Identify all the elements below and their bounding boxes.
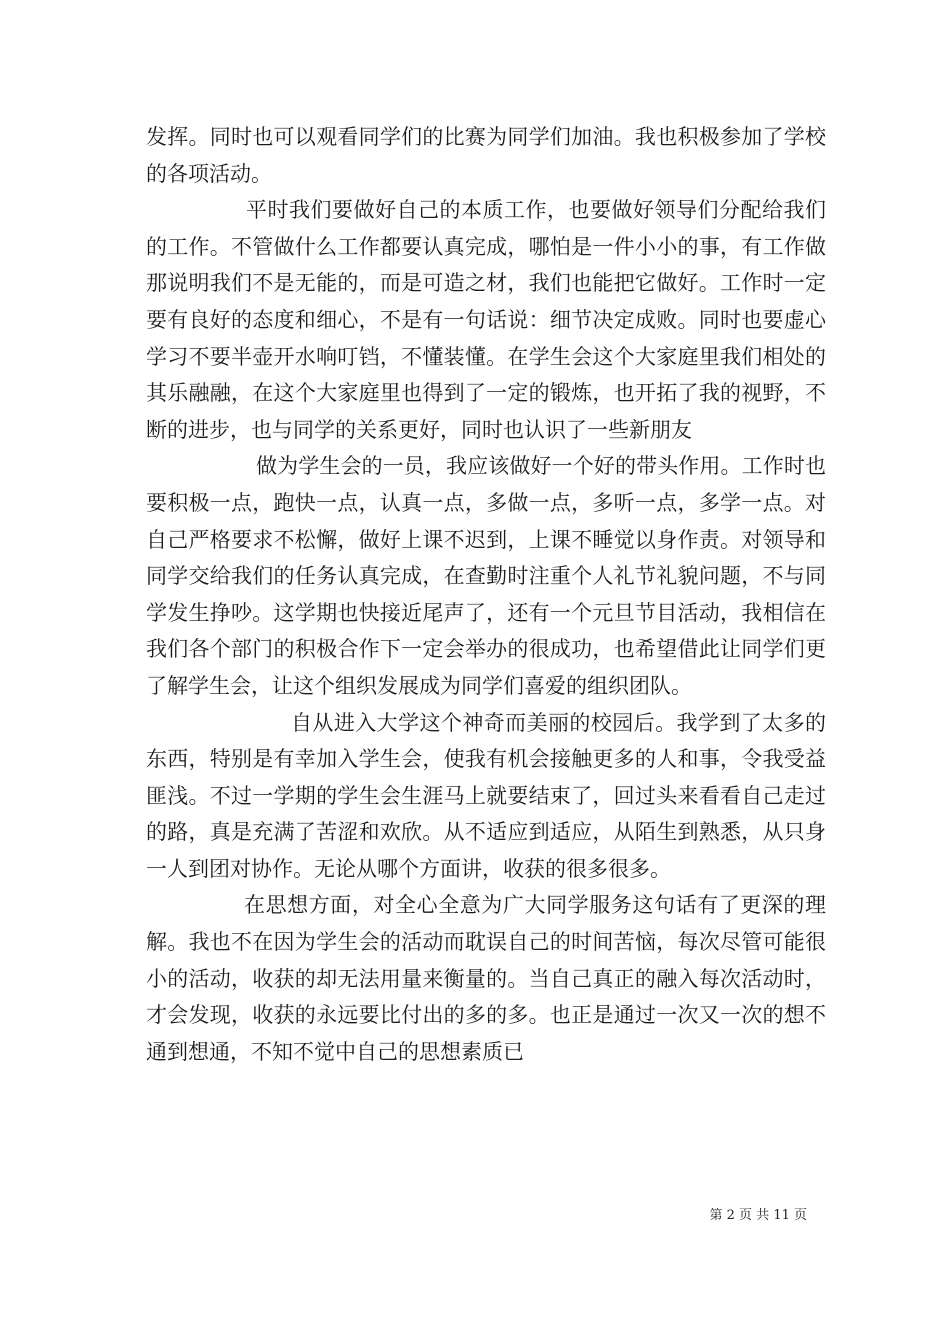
- paragraph-university-experience: 自从进入大学这个神奇而美丽的校园后。我学到了太多的东西，特别是有幸加入学生会，使我有机会接触更多的人和事，令我受益匪浅。不过一学期的学生会生涯马上就要结束了，回过头来看看自己走过的路，真是充满了苦涩和欢欣。从不适应到适应，从陌生到熟悉，从只身一人到团对协作。无论从哪个方面讲，收获的很多很多。: [146, 710, 826, 881]
- paragraph-thoughts: 在思想方面，对全心全意为广大同学服务这句话有了更深的理解。我也不在因为学生会的活动而耽误自己的时间苦恼，每次尽管可能很小的活动，收获的却无法用量来衡量的。当自己真正的融入每次活动时，才会发现，收获的永远要比付出的多的多。也正是通过一次又一次的想不通到想通，不知不觉中自己的思想素质已: [146, 893, 826, 1064]
- paragraph-work-duties: 平时我们要做好自己的本质工作，也要做好领导们分配给我们的工作。不管做什么工作都要认真完成，哪怕是一件小小的事，有工作做那说明我们不是无能的，而是可造之材，我们也能把它做好。工作时一定要有良好的态度和细心，不是有一句话说：细节决定成败。同时也要虚心学习不要半壶开水响叮铛，不懂装懂。在学生会这个大家庭里我们相处的其乐融融，在这个大家庭里也得到了一定的锻炼，也开拓了我的视野，不断的进步，也与同学的关系更好，同时也认识了一些新朋友: [146, 198, 826, 442]
- page-number: 第 2 页 共 11 页: [709, 1208, 807, 1223]
- paragraph-role-model: 做为学生会的一员，我应该做好一个好的带头作用。工作时也要积极一点，跑快一点，认真一点，多做一点，多听一点，多学一点。对自己严格要求不松懈，做好上课不迟到，上课不睡觉以身作责。对领导和同学交给我们的任务认真完成，在查勤时注重个人礼节礼貌问题，不与同学发生挣吵。这学期也快接近尾声了，还有一个元旦节目活动，我相信在我们各个部门的积极合作下一定会举办的很成功，也希望借此让同学们更了解学生会，让这个组织发展成为同学们喜爱的组织团队。: [146, 454, 826, 698]
- paragraph-continuation: 发挥。同时也可以观看同学们的比赛为同学们加油。我也积极参加了学校的各项活动。: [146, 125, 826, 186]
- body-text: [146, 119, 826, 1070]
